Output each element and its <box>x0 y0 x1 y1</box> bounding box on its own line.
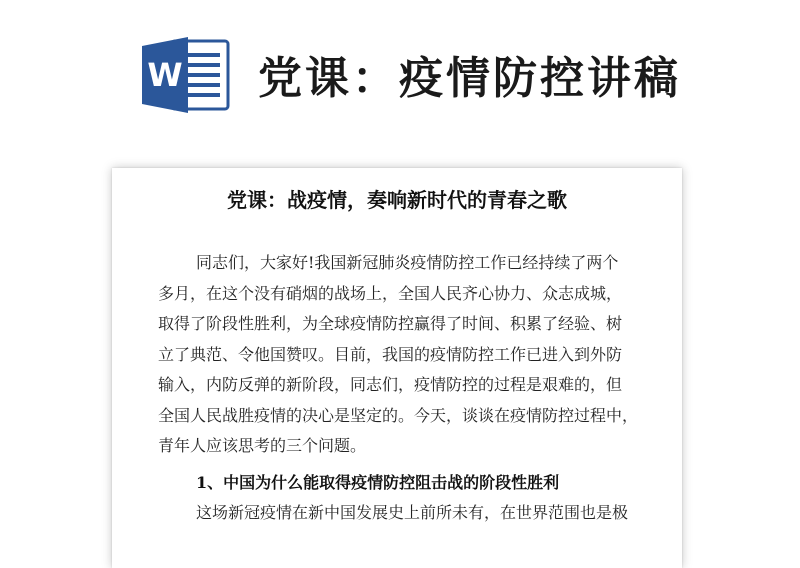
banner-title: 党课：疫情防控讲稿 <box>258 53 681 104</box>
banner <box>0 0 800 150</box>
paragraph-section-1: 这场新冠疫情在新中国发展史上前所未有，在世界范围也是极 <box>196 503 629 522</box>
text-line: 多月，在这个没有硝烟的战场上，全国人民齐心协力、众志成城， <box>158 283 623 303</box>
text-line: 全国人民战胜疫情的决心是坚定的。今天，谈谈在疫情防控过程中， <box>158 405 639 425</box>
text-line: 输入，内防反弹的新阶段，同志们，疫情防控的过程是艰难的，但 <box>158 375 623 394</box>
text-line: 取得了阶段性胜利，为全球疫情防控赢得了时间、积累了经验、树 <box>158 314 623 333</box>
section-heading: 1、中国为什么能取得疫情防控阻击战的阶段性胜利 <box>196 473 560 492</box>
text-line: 青年人应该思考的三个问题。 <box>158 436 367 455</box>
text-line: 立了典范、令他国赞叹。目前，我国的疫情防控工作已进入到外防 <box>158 344 623 364</box>
word-icon-letter: W <box>147 56 183 94</box>
paragraph-intro <box>158 248 658 462</box>
word-document-icon <box>142 37 230 113</box>
document-page <box>112 168 682 568</box>
text-line: 同志们，大家好!我国新冠肺炎疫情防控工作已经持续了两个 <box>196 253 619 272</box>
document-title: 党课：战疫情，奏响新时代的青春之歌 <box>227 188 567 212</box>
